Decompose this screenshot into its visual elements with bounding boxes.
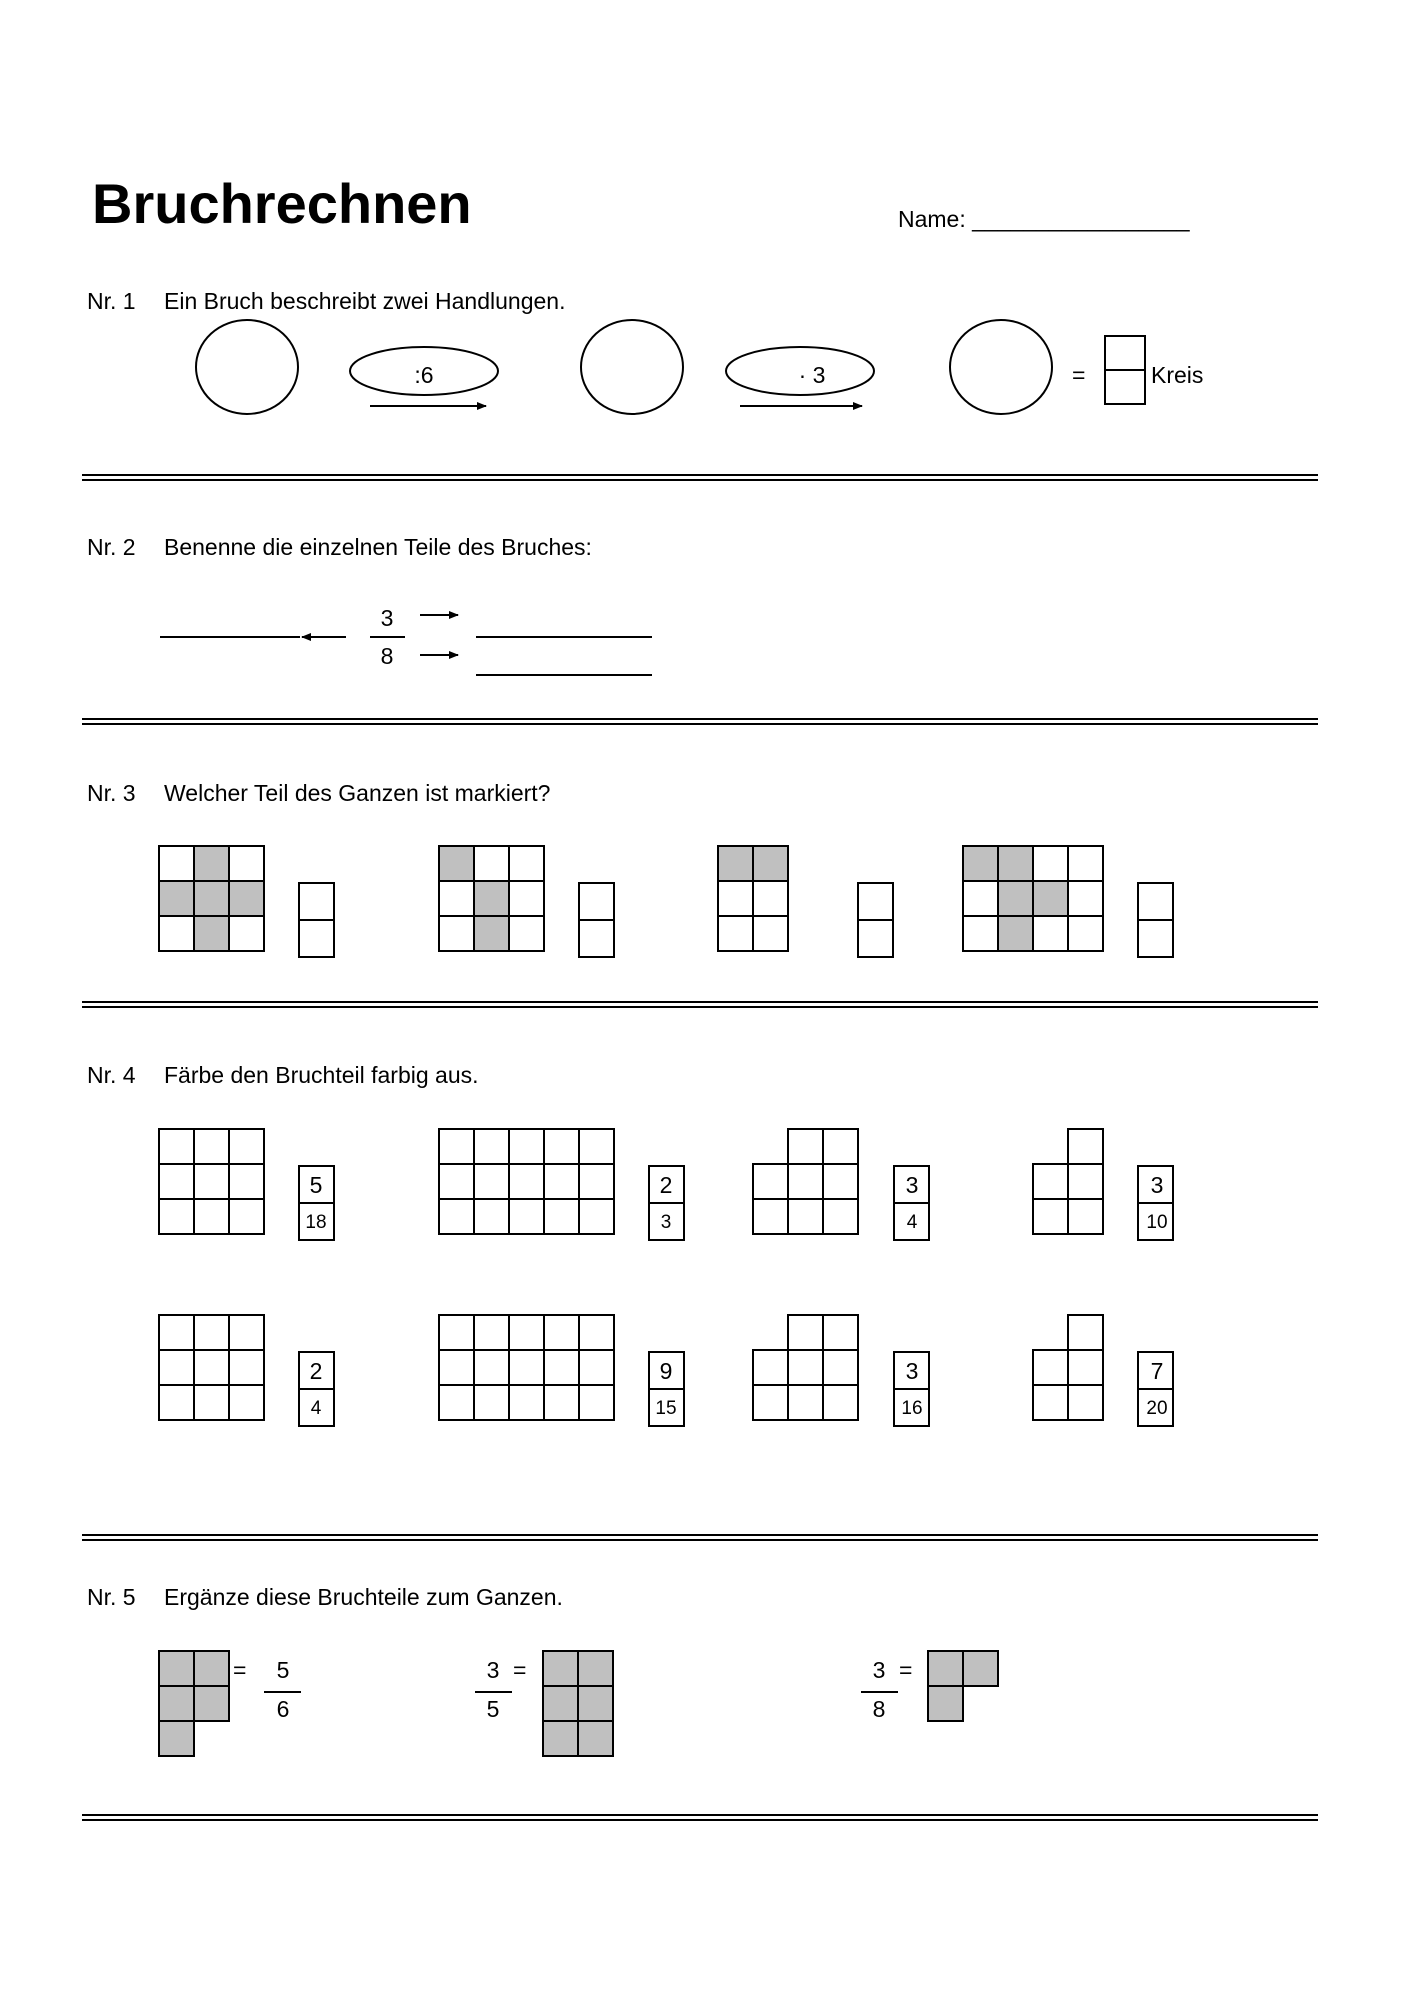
grid-cell[interactable] — [753, 1385, 788, 1420]
circle-shape — [581, 320, 683, 414]
shaded-cell — [229, 881, 264, 916]
shaded-cell — [194, 881, 229, 916]
shaded-cell — [578, 1651, 613, 1686]
grid-cell[interactable] — [579, 1385, 614, 1420]
fraction-denominator: 4 — [310, 1398, 322, 1419]
grid-cell[interactable] — [439, 881, 474, 916]
task-3-number: Nr. 3 — [87, 780, 136, 806]
grid-cell[interactable] — [1068, 1350, 1103, 1385]
fraction-numerator: 7 — [1150, 1358, 1164, 1384]
fraction-numerator: 3 — [905, 1172, 919, 1198]
grid-cell[interactable] — [509, 846, 544, 881]
shaded-cell — [159, 1651, 194, 1686]
fraction-numerator: 2 — [309, 1358, 323, 1384]
grid-cell[interactable] — [439, 1350, 474, 1385]
grid-cell[interactable] — [159, 846, 194, 881]
grid-cell[interactable] — [1068, 916, 1103, 951]
shaded-cell — [159, 1721, 194, 1756]
grid-cell[interactable] — [544, 1129, 579, 1164]
operation-multiply-ellipse — [726, 347, 874, 395]
task-2-instruction: Benenne die einzelnen Teile des Bruches: — [164, 534, 592, 560]
grid-cell[interactable] — [159, 1350, 194, 1385]
grid-cell[interactable] — [194, 1315, 229, 1350]
grid-cell[interactable] — [544, 1164, 579, 1199]
grid-cell[interactable] — [159, 916, 194, 951]
name-field[interactable]: Name: _________________ — [898, 206, 1190, 232]
circle-shape — [950, 320, 1052, 414]
grid-cell[interactable] — [474, 1164, 509, 1199]
grid-cell[interactable] — [439, 1315, 474, 1350]
fraction-numerator: 3 — [905, 1358, 919, 1384]
fraction-numerator: 2 — [659, 1172, 673, 1198]
task-4-instruction: Färbe den Bruchteil farbig aus. — [164, 1062, 479, 1088]
shaded-cell — [963, 1651, 998, 1686]
grid-cell[interactable] — [474, 1385, 509, 1420]
task-5-equals: = — [513, 1657, 527, 1683]
task-5-denominator: 6 — [276, 1696, 290, 1722]
grid-cell[interactable] — [823, 1385, 858, 1420]
shaded-cell — [998, 916, 1033, 951]
grid-cell[interactable] — [509, 916, 544, 951]
grid-cell[interactable] — [1033, 1164, 1068, 1199]
shaded-cell — [543, 1721, 578, 1756]
grid-cell[interactable] — [229, 1164, 264, 1199]
grid-cell[interactable] — [474, 1315, 509, 1350]
task-5-equals: = — [899, 1657, 913, 1683]
grid-cell[interactable] — [1033, 846, 1068, 881]
operation-multiply-label: · 3 — [798, 362, 826, 388]
task-5-numerator: 5 — [276, 1657, 290, 1683]
shaded-cell — [963, 846, 998, 881]
grid-cell[interactable] — [194, 1199, 229, 1234]
task-2-numerator: 3 — [380, 605, 394, 631]
grid-cell[interactable] — [194, 1385, 229, 1420]
fraction-numerator: 5 — [309, 1172, 323, 1198]
grid-cell[interactable] — [194, 1350, 229, 1385]
task-4-number: Nr. 4 — [87, 1062, 136, 1088]
grid-cell[interactable] — [439, 1385, 474, 1420]
grid-cell[interactable] — [1068, 1315, 1103, 1350]
grid-cell[interactable] — [788, 1350, 823, 1385]
task-5-equals: = — [233, 1657, 247, 1683]
grid-cell[interactable] — [1068, 1129, 1103, 1164]
fraction-denominator: 4 — [906, 1212, 918, 1233]
grid-cell[interactable] — [1033, 1199, 1068, 1234]
fraction-numerator: 3 — [1150, 1172, 1164, 1198]
task-1-equals: = — [1072, 362, 1086, 388]
grid-cell[interactable] — [544, 1315, 579, 1350]
grid-cell[interactable] — [229, 1129, 264, 1164]
shaded-cell — [194, 1651, 229, 1686]
grid-cell[interactable] — [509, 1164, 544, 1199]
task-5-number: Nr. 5 — [87, 1584, 136, 1610]
shaded-cell — [159, 881, 194, 916]
shaded-cell — [1033, 881, 1068, 916]
grid-cell[interactable] — [229, 916, 264, 951]
grid-cell[interactable] — [159, 1385, 194, 1420]
grid-cell[interactable] — [579, 1129, 614, 1164]
grid-cell[interactable] — [753, 1164, 788, 1199]
grid-cell[interactable] — [544, 1350, 579, 1385]
grid-cell[interactable] — [439, 1164, 474, 1199]
grid-cell[interactable] — [579, 1199, 614, 1234]
shaded-cell — [928, 1651, 963, 1686]
grid-cell[interactable] — [474, 846, 509, 881]
grid-cell[interactable] — [579, 1315, 614, 1350]
grid-cell[interactable] — [194, 1129, 229, 1164]
grid-cell[interactable] — [229, 1315, 264, 1350]
grid-cell[interactable] — [1068, 1164, 1103, 1199]
fraction-denominator: 10 — [1146, 1212, 1168, 1233]
shaded-cell — [194, 1686, 229, 1721]
grid-cell[interactable] — [509, 1199, 544, 1234]
grid-cell[interactable] — [753, 1350, 788, 1385]
shaded-cell — [194, 916, 229, 951]
fraction-denominator: 3 — [660, 1212, 672, 1233]
grid-cell[interactable] — [509, 881, 544, 916]
shaded-cell — [474, 916, 509, 951]
grid-cell[interactable] — [1068, 1199, 1103, 1234]
grid-cell[interactable] — [823, 1164, 858, 1199]
grid-cell[interactable] — [1033, 916, 1068, 951]
shaded-cell — [194, 846, 229, 881]
grid-cell[interactable] — [579, 1350, 614, 1385]
grid-cell[interactable] — [509, 1385, 544, 1420]
grid-cell[interactable] — [788, 1315, 823, 1350]
grid-cell[interactable] — [579, 1164, 614, 1199]
fraction-denominator: 18 — [305, 1212, 327, 1233]
operation-divide-label: :6 — [414, 362, 434, 388]
task-5-numerator: 3 — [486, 1657, 500, 1683]
task-1-instruction: Ein Bruch beschreibt zwei Handlungen. — [164, 288, 566, 314]
grid-cell[interactable] — [1033, 1385, 1068, 1420]
grid-cell[interactable] — [823, 1199, 858, 1234]
shaded-cell — [159, 1686, 194, 1721]
task-2-denominator: 8 — [380, 643, 394, 669]
grid-cell[interactable] — [544, 1199, 579, 1234]
task-5-denominator: 8 — [872, 1696, 886, 1722]
grid-cell[interactable] — [788, 1129, 823, 1164]
shaded-cell — [998, 846, 1033, 881]
task-1-unit-label: Kreis — [1151, 362, 1204, 388]
grid-cell[interactable] — [544, 1385, 579, 1420]
page-title: Bruchrechnen — [92, 172, 472, 235]
grid-cell[interactable] — [159, 1164, 194, 1199]
shaded-cell — [928, 1686, 963, 1721]
task-5-instruction: Ergänze diese Bruchteile zum Ganzen. — [164, 1584, 563, 1610]
shaded-cell — [718, 846, 753, 881]
grid-cell[interactable] — [963, 916, 998, 951]
grid-cell[interactable] — [823, 1315, 858, 1350]
grid-cell[interactable] — [718, 881, 753, 916]
grid-cell[interactable] — [509, 1350, 544, 1385]
grid-cell[interactable] — [788, 1385, 823, 1420]
shaded-cell — [998, 881, 1033, 916]
grid-cell[interactable] — [439, 1199, 474, 1234]
grid-cell[interactable] — [823, 1129, 858, 1164]
task-5-denominator: 5 — [486, 1696, 500, 1722]
shaded-cell — [543, 1651, 578, 1686]
circle-shape — [196, 320, 298, 414]
grid-cell[interactable] — [439, 1129, 474, 1164]
task-3-instruction: Welcher Teil des Ganzen ist markiert? — [164, 780, 551, 806]
grid-cell[interactable] — [753, 1199, 788, 1234]
grid-cell[interactable] — [823, 1350, 858, 1385]
grid-cell[interactable] — [753, 916, 788, 951]
grid-cell[interactable] — [159, 1199, 194, 1234]
shaded-cell — [474, 881, 509, 916]
grid-cell[interactable] — [1068, 846, 1103, 881]
grid-cell[interactable] — [159, 1129, 194, 1164]
grid-cell[interactable] — [509, 1315, 544, 1350]
grid-cell[interactable] — [474, 1199, 509, 1234]
grid-cell[interactable] — [229, 846, 264, 881]
operation-divide-ellipse — [350, 347, 498, 395]
shaded-cell — [578, 1686, 613, 1721]
grid-cell[interactable] — [1068, 881, 1103, 916]
grid-cell[interactable] — [229, 1350, 264, 1385]
shaded-cell — [439, 846, 474, 881]
grid-cell[interactable] — [229, 1385, 264, 1420]
task-5-numerator: 3 — [872, 1657, 886, 1683]
grid-cell[interactable] — [963, 881, 998, 916]
grid-cell[interactable] — [509, 1129, 544, 1164]
fraction-denominator: 16 — [901, 1398, 923, 1419]
grid-cell[interactable] — [788, 1199, 823, 1234]
task-1-number: Nr. 1 — [87, 288, 136, 314]
shaded-cell — [543, 1686, 578, 1721]
grid-cell[interactable] — [718, 916, 753, 951]
task-2-number: Nr. 2 — [87, 534, 136, 560]
fraction-denominator: 15 — [655, 1398, 677, 1419]
grid-cell[interactable] — [229, 1199, 264, 1234]
grid-cell[interactable] — [474, 1350, 509, 1385]
grid-cell[interactable] — [474, 1129, 509, 1164]
fraction-numerator: 9 — [659, 1358, 673, 1384]
grid-cell[interactable] — [788, 1164, 823, 1199]
grid-cell[interactable] — [1033, 1350, 1068, 1385]
fraction-denominator: 20 — [1146, 1398, 1168, 1419]
grid-cell[interactable] — [159, 1315, 194, 1350]
grid-cell[interactable] — [194, 1164, 229, 1199]
shaded-cell — [753, 846, 788, 881]
grid-cell[interactable] — [753, 881, 788, 916]
shaded-cell — [578, 1721, 613, 1756]
grid-cell[interactable] — [1068, 1385, 1103, 1420]
grid-cell[interactable] — [439, 916, 474, 951]
